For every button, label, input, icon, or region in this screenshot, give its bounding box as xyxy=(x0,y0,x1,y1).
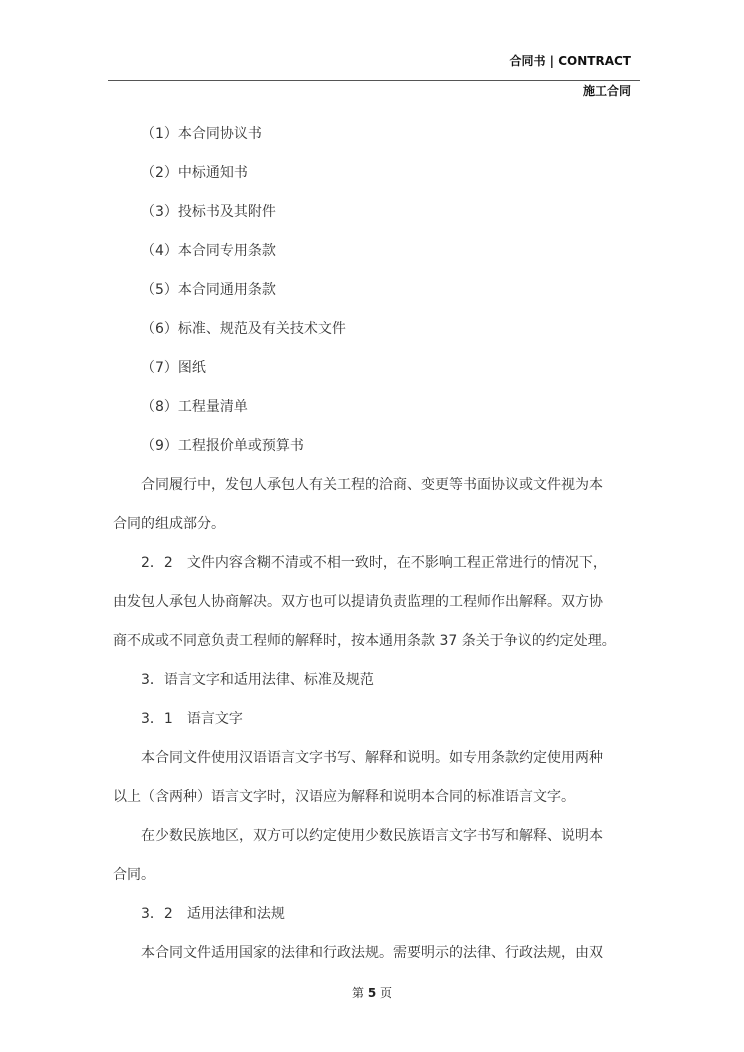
document-body xyxy=(113,115,633,973)
paragraph-line: 以上（含两种）语言文字时，汉语应为解释和说明本合同的标准语言文字。 xyxy=(113,789,575,805)
paragraph-line: 本合同文件适用国家的法律和行政法规。需要明示的法律、行政法规，由双 xyxy=(141,945,603,961)
header-subtitle: 施工合同 xyxy=(582,84,631,98)
page-footer xyxy=(0,984,744,1001)
paragraph-line: 合同。 xyxy=(113,867,155,883)
footer-suffix: 页 xyxy=(380,986,393,1000)
clause-3-2-heading: 3．2 适用法律和法规 xyxy=(141,906,285,922)
paragraph-line: 在少数民族地区，双方可以约定使用少数民族语言文字书写和解释、说明本 xyxy=(141,828,603,844)
footer-prefix: 第 xyxy=(351,986,364,1000)
list-item-5: （5）本合同通用条款 xyxy=(141,282,276,298)
list-item-1: （1）本合同协议书 xyxy=(141,126,262,142)
list-item-7: （7）图纸 xyxy=(141,360,206,376)
list-item-6: （6）标准、规范及有关技术文件 xyxy=(141,321,346,337)
page-number: 5 xyxy=(367,986,377,1000)
paragraph-line: 商不成或不同意负责工程师的解释时，按本通用条款 37 条关于争议的约定处理。 xyxy=(113,633,616,649)
clause-2-2-line: 2．2 文件内容含糊不清或不相一致时，在不影响工程正常进行的情况下， xyxy=(141,555,607,571)
list-item-8: （8）工程量清单 xyxy=(141,399,248,415)
header-divider xyxy=(108,80,640,81)
clause-3-1-heading: 3．1 语言文字 xyxy=(141,711,243,727)
paragraph-line: 本合同文件使用汉语语言文字书写、解释和说明。如专用条款约定使用两种 xyxy=(141,750,603,766)
list-item-2: （2）中标通知书 xyxy=(141,165,248,181)
paragraph-line: 由发包人承包人协商解决。双方也可以提请负责监理的工程师作出解释。双方协 xyxy=(113,594,603,610)
list-item-9: （9）工程报价单或预算书 xyxy=(141,438,304,454)
paragraph-line: 合同履行中，发包人承包人有关工程的洽商、变更等书面协议或文件视为本 xyxy=(141,477,603,493)
header-title: 合同书 | CONTRACT xyxy=(509,54,631,68)
paragraph-line: 合同的组成部分。 xyxy=(113,516,225,532)
list-item-3: （3）投标书及其附件 xyxy=(141,204,276,220)
list-item-4: （4）本合同专用条款 xyxy=(141,243,276,259)
section-3-heading: 3．语言文字和适用法律、标准及规范 xyxy=(141,672,374,688)
